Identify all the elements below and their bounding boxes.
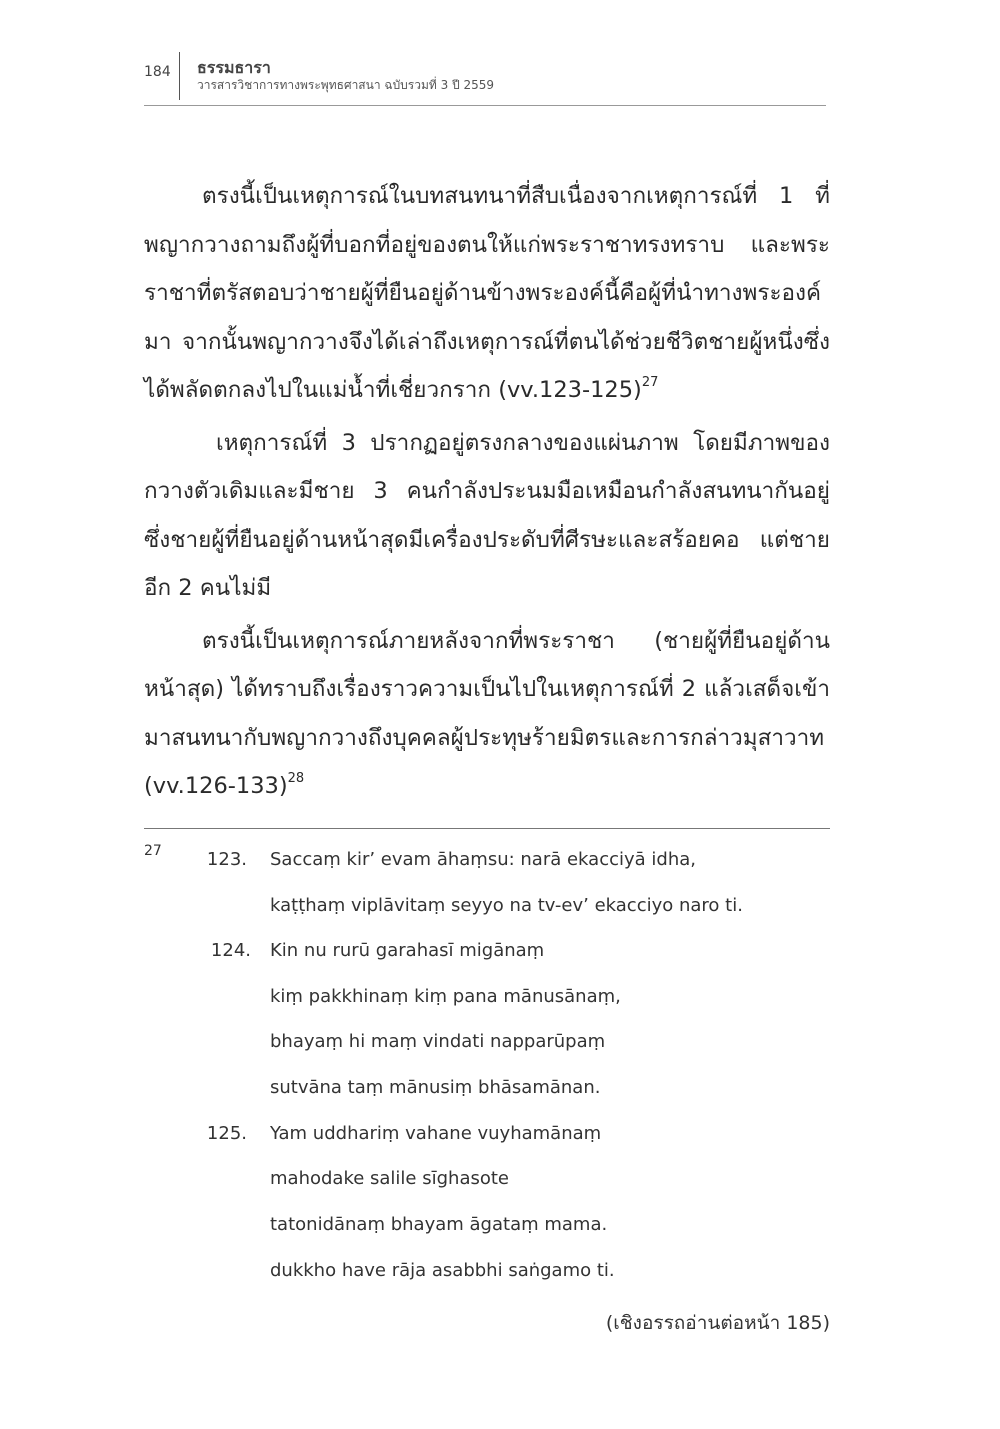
paragraph xyxy=(144,617,830,811)
verse-line: kiṃ pakkhinaṃ kiṃ pana mānusānaṃ, xyxy=(270,986,621,1007)
verse-line: Kin nu rurū garahasī migānaṃ xyxy=(270,940,545,961)
verse-number: 124. xyxy=(210,940,251,961)
verse-line: Saccaṃ kir’ evam āhaṃsu: narā ekacciyā idha, xyxy=(270,849,696,870)
footnote-continuation: (เชิงอรรถอ่านต่อหน้า 185) xyxy=(605,1312,830,1334)
verse-number: 123. xyxy=(206,849,247,870)
footnote-marker: 27 xyxy=(144,843,162,859)
journal-title: ธรรมธารา xyxy=(197,58,271,77)
verse-line: bhayaṃ hi maṃ vindati napparūpaṃ xyxy=(270,1031,606,1052)
page-header xyxy=(0,0,1000,110)
verse-line: kaṭṭhaṃ viplāvitaṃ seyyo na tv-ev’ ekacciyo naro ti. xyxy=(270,895,743,916)
journal-subtitle: วารสารวิชาการทางพระพุทธศาสนา ฉบับรวมที่ 3 ปี 2559 xyxy=(197,78,495,92)
header-divider xyxy=(179,52,180,100)
verse-line: Yam uddhariṃ vahane vuyhamānaṃ xyxy=(270,1123,602,1144)
verse-line: dukkho have rāja asabbhi saṅgamo ti. xyxy=(270,1260,615,1281)
verse-line: mahodake salile sīghasote xyxy=(270,1168,509,1189)
paragraph-text: เหตุการณ์ที่ 3 ปรากฏอยู่ตรงกลางของแผ่นภาพ โดยมีภาพของกวางตัวเดิมและมีชาย 3 คนกำลังประนมมือเหมือนกำลังสนทนากันอยู่ ซึ่งชายผู้ที่ยืนอยู่ด้านหน้าสุดมีเครื่องประดับที่ศีรษะและสร้อยคอ แต่ชายอีก 2 คนไม่มี xyxy=(144,429,830,601)
paragraph xyxy=(144,172,830,415)
body-text xyxy=(144,172,830,811)
paragraph-text: ตรงนี้เป็นเหตุการณ์ภายหลังจากที่พระราชา (ชายผู้ที่ยืนอยู่ด้านหน้าสุด) ได้ทราบถึงเรื่องราวความเป็นไปในเหตุการณ์ที่ 2 แล้วเสด็จเข้ามาสนทนากับพญากวางถึงบุคคลผู้ประทุษร้ายมิตรและการกล่าวมุสาวาท (vv.126-133) xyxy=(144,627,830,799)
paragraph-text: ตรงนี้เป็นเหตุการณ์ในบทสนทนาที่สืบเนื่องจากเหตุการณ์ที่ 1 ที่พญากวางถามถึงผู้ที่บอกที่อยู่ของตนให้แก่พระราชาทรงทราบ และพระราชาที่ตรัสตอบว่าชายผู้ที่ยืนอยู่ด้านข้างพระองค์นี้คือผู้ที่นำทางพระองค์มา จากนั้นพญากวางจึงได้เล่าถึงเหตุการณ์ที่ตนได้ช่วยชีวิตชายผู้หนึ่งซึ่งได้พลัดตกลงไปในแม่น้ำที่เชี่ยวกราก (vv.123-125) xyxy=(144,183,830,403)
verse-line: tatonidānaṃ bhayam āgataṃ mama. xyxy=(270,1214,608,1235)
paragraph xyxy=(144,419,830,613)
footnote-rule xyxy=(144,828,830,829)
header-rule xyxy=(144,105,826,106)
page-number: 184 xyxy=(144,64,171,80)
verse-line: sutvāna taṃ mānusiṃ bhāsamānan. xyxy=(270,1077,601,1098)
footnote-reference[interactable]: 27 xyxy=(641,375,659,390)
verse-number: 125. xyxy=(206,1123,247,1144)
footnote-reference[interactable]: 28 xyxy=(287,771,305,786)
